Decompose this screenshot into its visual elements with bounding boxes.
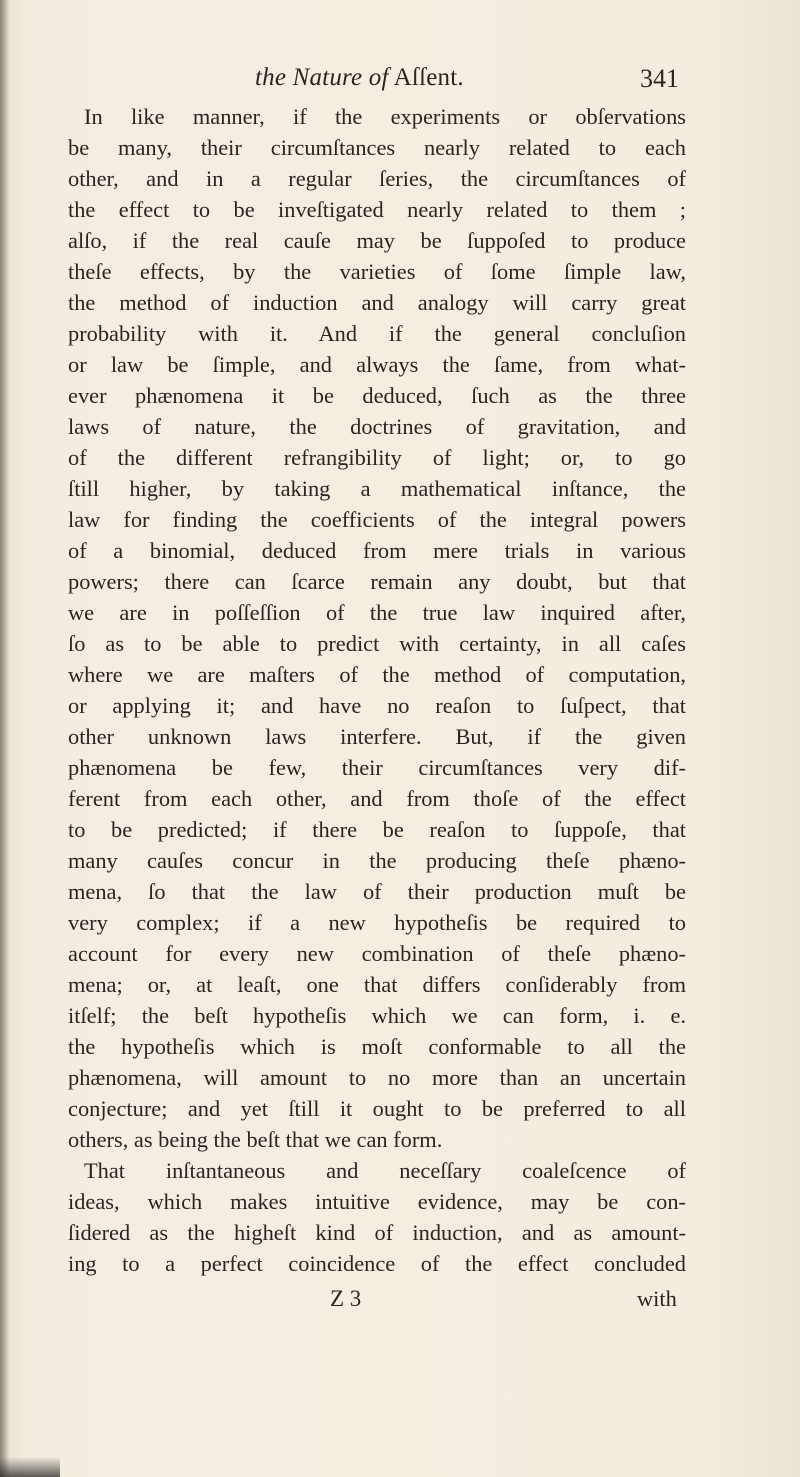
text-line: powers; there can ſcarce remain any doubt, but that [68,569,686,594]
text-line: ſo as to be able to predict with certainty, in all caſes [68,631,686,656]
running-head-roman: Aſſent. [388,64,464,91]
text-line: mena; or, at leaſt, one that differs conſiderably from [68,972,686,997]
text-line: itſelf; the beſt hypotheſis which we can form, i. e. [68,1003,686,1028]
text-line: alſo, if the real cauſe may be ſuppoſed to produce [68,228,686,253]
page-header [0,60,800,100]
catchword: with [637,1286,677,1311]
text-line: phænomena be few, their circumſtances very dif- [68,755,686,780]
text-line: ſidered as the higheſt kind of induction, and as amount- [68,1220,686,1245]
text-line: ferent from each other, and from thoſe of the effect [68,786,686,811]
running-head [255,64,464,92]
text-line: be many, their circumſtances nearly related to each [68,135,686,160]
text-line: the method of induction and analogy will carry great [68,290,686,315]
text-line: ing to a perfect coincidence of the effect concluded [68,1251,686,1276]
text-line: law for finding the coefficients of the integral powers [68,507,686,532]
running-head-italic: the Nature of [255,64,389,91]
text-line: ſtill higher, by taking a mathematical inſtance, the [68,476,686,501]
text-line: we are in poſſeſſion of the true law inquired after, [68,600,686,625]
text-line: phænomena, will amount to no more than an uncertain [68,1065,686,1090]
text-line: conjecture; and yet ſtill it ought to be preferred to all [68,1096,686,1121]
text-line: others, as being the beſt that we can form. [68,1127,443,1152]
text-line: or applying it; and have no reaſon to ſuſpect, that [68,693,686,718]
text-line: very complex; if a new hypotheſis be required to [68,910,686,935]
text-line: mena, ſo that the law of their production muſt be [68,879,686,904]
text-line: In like manner, if the experiments or obſervations [84,104,686,129]
text-line: theſe effects, by the varieties of ſome ſimple law, [68,259,686,284]
text-line: where we are maſters of the method of computation, [68,662,686,687]
text-line: or law be ſimple, and always the ſame, from what- [68,352,686,377]
text-line: to be predicted; if there be reaſon to ſuppoſe, that [68,817,686,842]
page-footer [0,1286,800,1320]
text-line: other unknown laws interfere. But, if the given [68,724,686,749]
text-line: the hypotheſis which is moſt conformable to all the [68,1034,686,1059]
text-line: laws of nature, the doctrines of gravitation, and [68,414,686,439]
text-line: other, and in a regular ſeries, the circumſtances of [68,166,686,191]
corner-shadow [0,1457,60,1477]
text-line: of the different refrangibility of light; or, to go [68,445,686,470]
text-line: probability with it. And if the general concluſion [68,321,686,346]
text-line: That inſtantaneous and neceſſary coaleſcence of [84,1158,686,1183]
signature-mark: Z 3 [330,1286,362,1311]
page-number: 341 [640,64,679,93]
text-line: many cauſes concur in the producing theſe phæno- [68,848,686,873]
text-line: ideas, which makes intuitive evidence, may be con- [68,1189,686,1214]
text-line: the effect to be inveſtigated nearly related to them ; [68,197,686,222]
text-line: ever phænomena it be deduced, ſuch as the three [68,383,686,408]
binding-edge [0,0,10,1477]
text-line: of a binomial, deduced from mere trials in various [68,538,686,563]
text-line: account for every new combination of theſe phæno- [68,941,686,966]
